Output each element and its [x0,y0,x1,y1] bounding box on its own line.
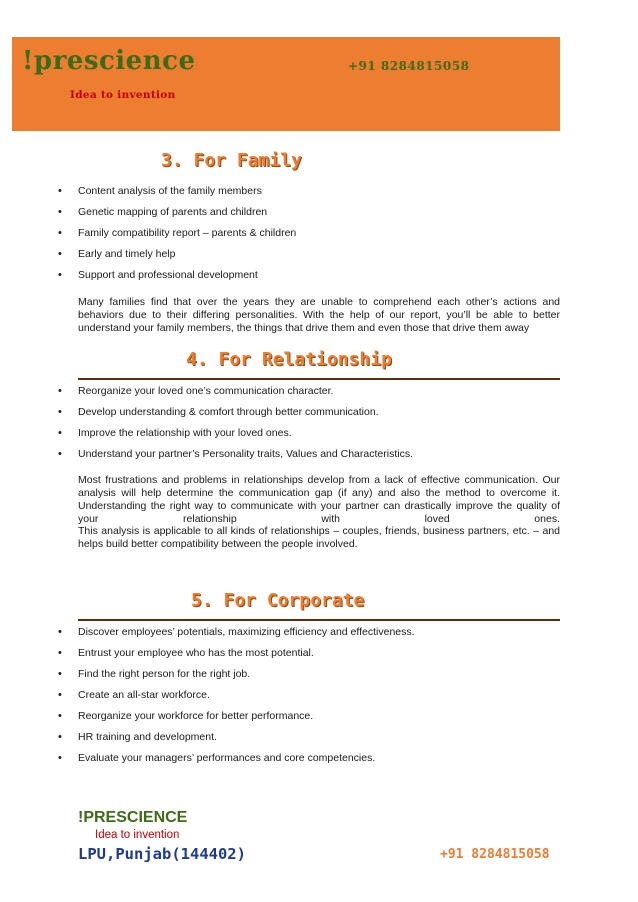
list-item: • HR training and development. [56,731,415,744]
list-item: • Discover employees’ potentials, maximizing efficiency and effectiveness. [56,626,415,639]
list-item: • Genetic mapping of parents and children [56,206,296,219]
family-bullet-list [56,185,296,290]
list-item: • Reorganize your loved one’s communication character. [56,385,413,398]
list-item: • Understand your partner’s Personality traits, Values and Characteristics. [56,448,413,461]
relationship-heading: 4. For Relationship [186,349,392,370]
section-divider [78,619,560,621]
list-item: • Create an all-star workforce. [56,689,415,702]
footer-brand: !PRESCIENCE [78,809,188,826]
list-item: • Early and timely help [56,248,296,261]
footer-tagline: Idea to invention [95,829,180,841]
relationship-paragraph-2: This analysis is applicable to all kinds of relationships – couples, friends, business partners, etc. – and helps build better compatibility between the people involved. [78,525,560,550]
brand-logo-text: !prescience [22,46,196,76]
footer-address: LPU,Punjab(144402) [78,845,246,863]
list-item: • Develop understanding & comfort through better communication. [56,406,413,419]
relationship-paragraph: Most frustrations and problems in relationships develop from a lack of effective communication. Our analysis will help determine the communication gap (if any) and also the method to overcome it. Understanding the right way to communicate with your partner can drastically improve the quality of your relationship with loved ones. [78,474,560,525]
header-tagline: Idea to invention [70,89,176,101]
list-item: • Content analysis of the family members [56,185,296,198]
list-item: • Support and professional development [56,269,296,282]
list-item: • Entrust your employee who has the most potential. [56,647,415,660]
family-heading: 3. For Family [161,150,302,171]
header-phone: +91 8284815058 [348,59,470,73]
list-item: • Improve the relationship with your loved ones. [56,427,413,440]
section-divider [78,378,560,380]
list-item: • Family compatibility report – parents & children [56,227,296,240]
list-item: • Evaluate your managers’ performances and core competencies. [56,752,415,765]
corporate-bullet-list [56,626,415,773]
list-item: • Reorganize your workforce for better performance. [56,710,415,723]
footer-phone: +91 8284815058 [440,847,550,862]
relationship-bullet-list [56,385,413,469]
family-paragraph: Many families find that over the years they are unable to comprehend each other’s actions and behaviors due to their differing personalities. With the help of our report, you’ll be able to better understand your family members, the things that drive them and even those that drive them away [78,296,560,334]
corporate-heading: 5. For Corporate [191,590,365,611]
list-item: • Find the right person for the right job. [56,668,415,681]
